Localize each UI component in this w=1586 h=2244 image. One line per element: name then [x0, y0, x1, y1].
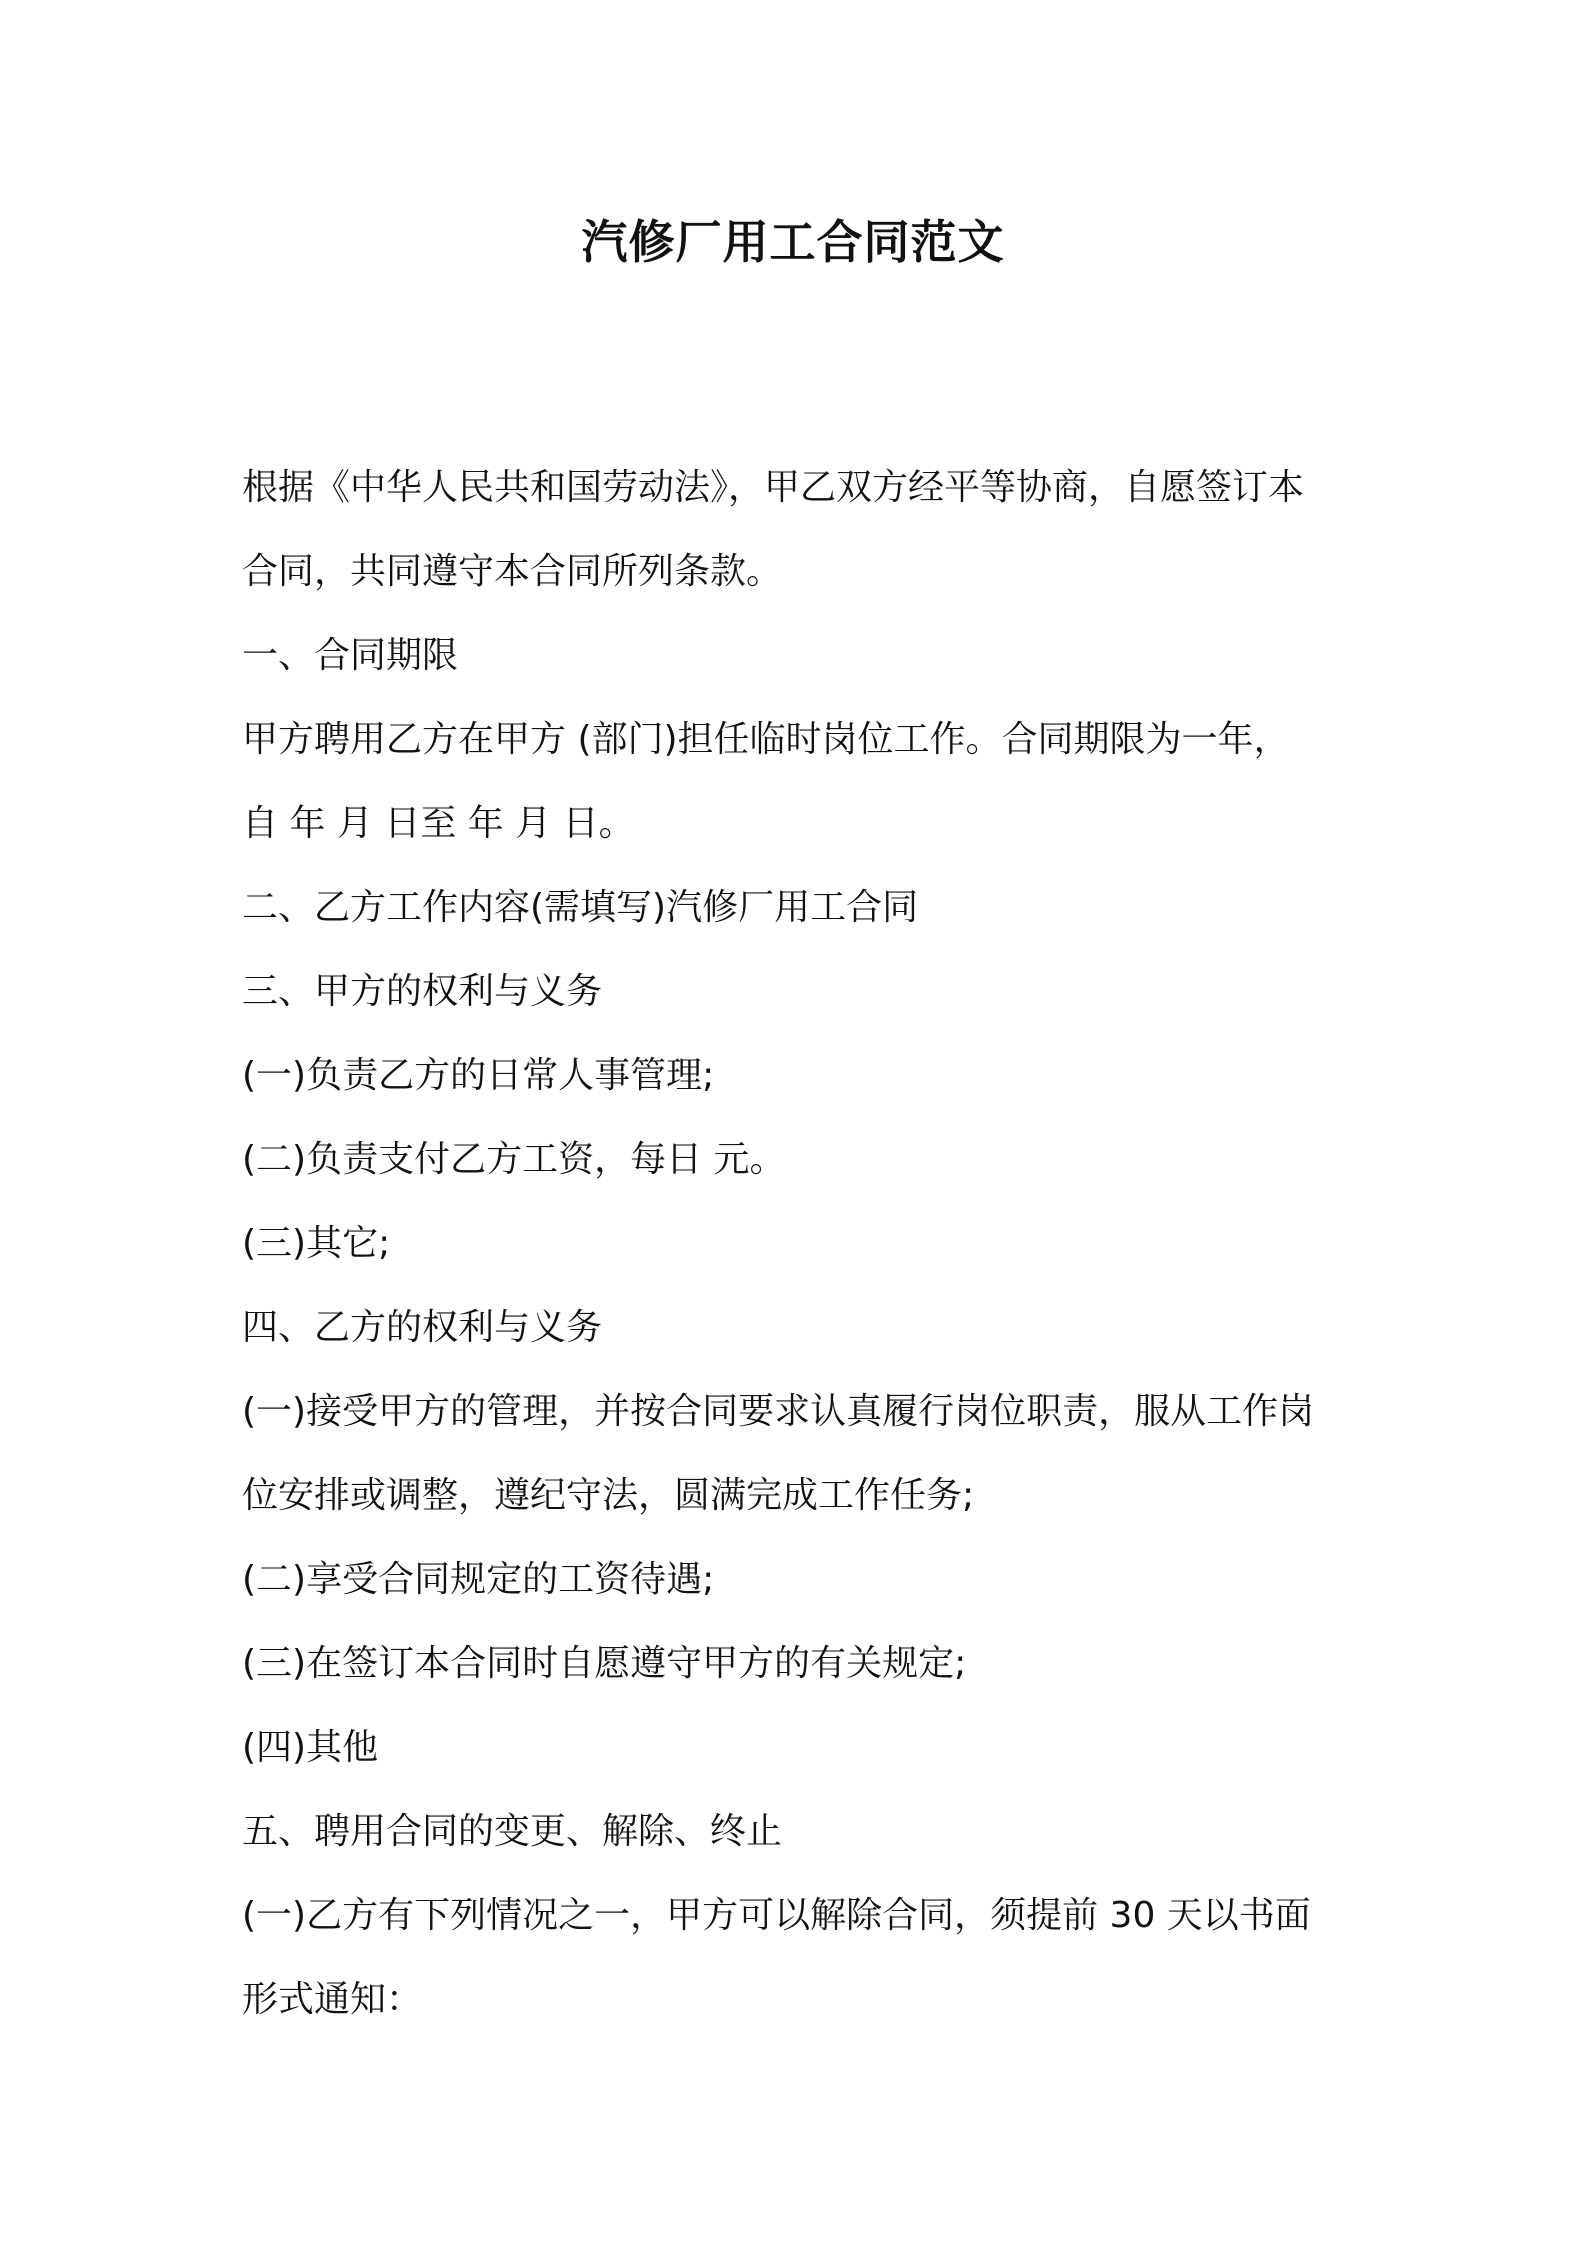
list-item: (二)享受合同规定的工资待遇;: [242, 1559, 715, 1600]
document-title: 汽修厂用工合同范文: [581, 215, 1005, 269]
list-item: (二)负责支付乙方工资，每日 元。: [242, 1139, 786, 1180]
section-heading: 三、甲方的权利与义务: [242, 971, 603, 1012]
list-item: (一)负责乙方的日常人事管理;: [242, 1055, 715, 1096]
paragraph-line: 合同，共同遵守本合同所列条款。: [242, 551, 783, 592]
paragraph-line: 甲方聘用乙方在甲方 (部门)担任临时岗位工作。合同期限为一年，: [242, 719, 1290, 760]
section-heading: 五、聘用合同的变更、解除、终止: [242, 1811, 783, 1852]
list-item: (三)在签订本合同时自愿遵守甲方的有关规定;: [242, 1643, 967, 1684]
list-item: (三)其它;: [242, 1223, 391, 1264]
paragraph-line: 位安排或调整，遵纪守法，圆满完成工作任务;: [242, 1475, 975, 1516]
paragraph-line: 形式通知：: [242, 1979, 423, 2020]
paragraph-line: 根据《中华人民共和国劳动法》，甲乙双方经平等协商，自愿签订本: [242, 467, 1305, 508]
list-item: (一)乙方有下列情况之一，甲方可以解除合同，须提前 30 天以书面: [242, 1895, 1311, 1936]
section-heading: 一、合同期限: [242, 635, 459, 676]
list-item: (一)接受甲方的管理，并按合同要求认真履行岗位职责，服从工作岗: [242, 1391, 1315, 1432]
paragraph-line: 自 年 月 日至 年 月 日。: [242, 803, 635, 844]
section-heading: 四、乙方的权利与义务: [242, 1307, 603, 1348]
list-item: (四)其他: [242, 1727, 379, 1768]
document-body: [242, 446, 1362, 2042]
section-heading: 二、乙方工作内容(需填写)汽修厂用工合同: [242, 887, 919, 928]
